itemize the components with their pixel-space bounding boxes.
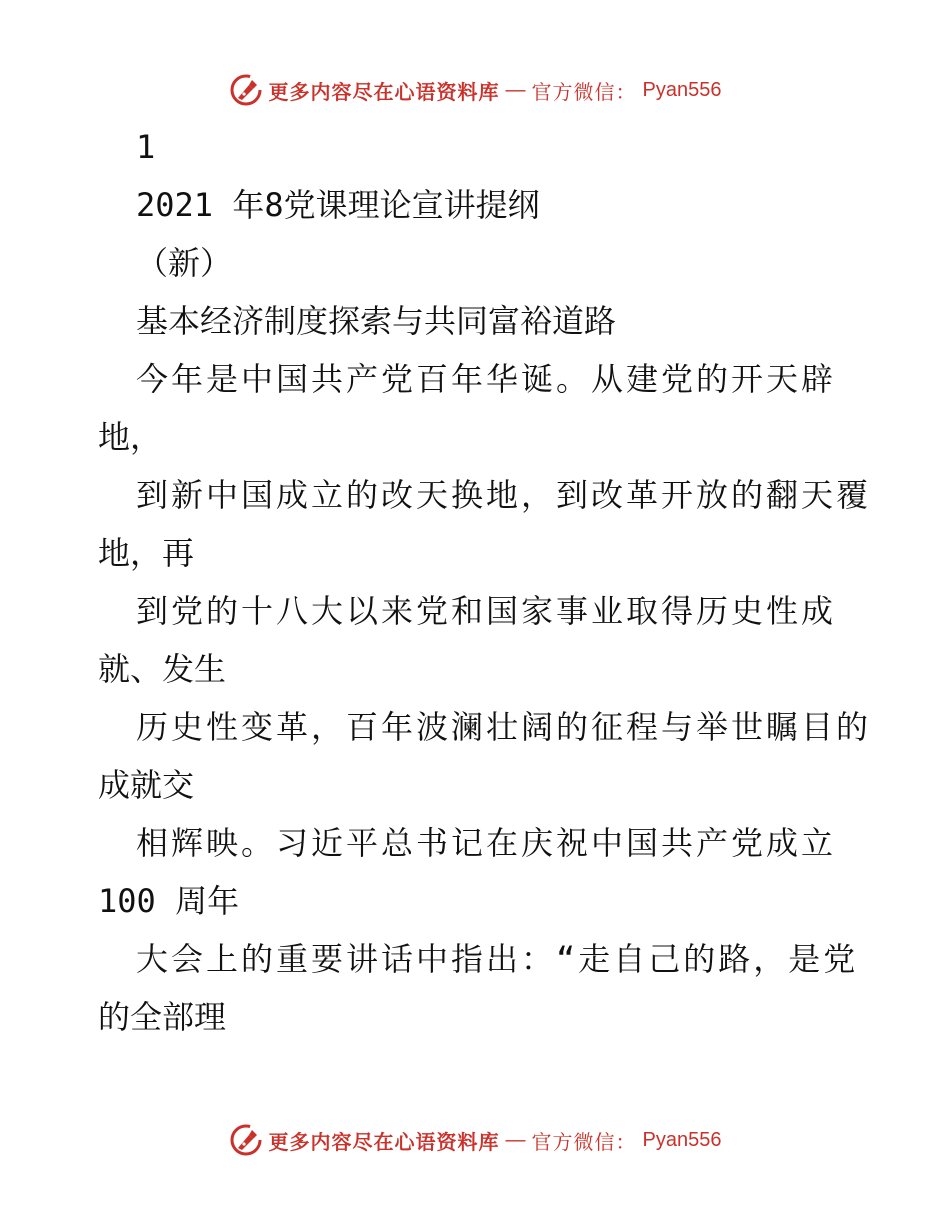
footer-brand[interactable] — [229, 1123, 722, 1157]
text-line: 到党的十八大以来党和国家事业取得历史性成 — [136, 592, 837, 630]
footer-brand-text: 更多内容尽在心语资料库 — [268, 1129, 500, 1154]
page-number-line: 1 — [136, 128, 156, 166]
page-header — [0, 70, 950, 110]
text-line: 大会上的重要讲话中指出：“走自己的路，是党 — [136, 940, 859, 978]
header-brand-text: 更多内容尽在心语资料库 — [268, 79, 500, 104]
text-line: 就、发生 — [98, 650, 227, 688]
text-line: 100 周年 — [98, 882, 240, 920]
text-line: 成就交 — [98, 766, 195, 804]
header-brand[interactable] — [229, 73, 722, 107]
document-subtitle: 基本经济制度探索与共同富裕道路 — [136, 302, 617, 340]
text-line: 地，再 — [98, 534, 195, 572]
pen-nib-logo-icon — [229, 1123, 263, 1157]
footer-wechat-label: 官方微信： — [531, 1129, 637, 1154]
text-line: 的全部理 — [98, 998, 227, 1036]
text-line: 历史性变革，百年波澜壮阔的征程与举世瞩目的 — [136, 708, 872, 746]
footer-dash: — — [505, 1128, 526, 1151]
text-line: 相辉映。习近平总书记在庆祝中国共产党成立 — [136, 824, 837, 862]
header-wechat-label: 官方微信： — [531, 79, 637, 104]
text-line: 地， — [98, 418, 163, 456]
document-title: 2021 年8党课理论宣讲提纲 — [136, 186, 540, 224]
header-dash: — — [505, 78, 526, 101]
document-title-suffix: （新） — [136, 244, 233, 282]
pen-nib-logo-icon — [229, 73, 263, 107]
header-wechat-id: Pyan556 — [642, 78, 722, 101]
document-body — [98, 118, 872, 1046]
page-footer — [0, 1120, 950, 1160]
footer-wechat-id: Pyan556 — [642, 1128, 722, 1151]
text-line: 今年是中国共产党百年华诞。从建党的开天辟 — [136, 360, 837, 398]
text-line: 到新中国成立的改天换地，到改革开放的翻天覆 — [136, 476, 872, 514]
